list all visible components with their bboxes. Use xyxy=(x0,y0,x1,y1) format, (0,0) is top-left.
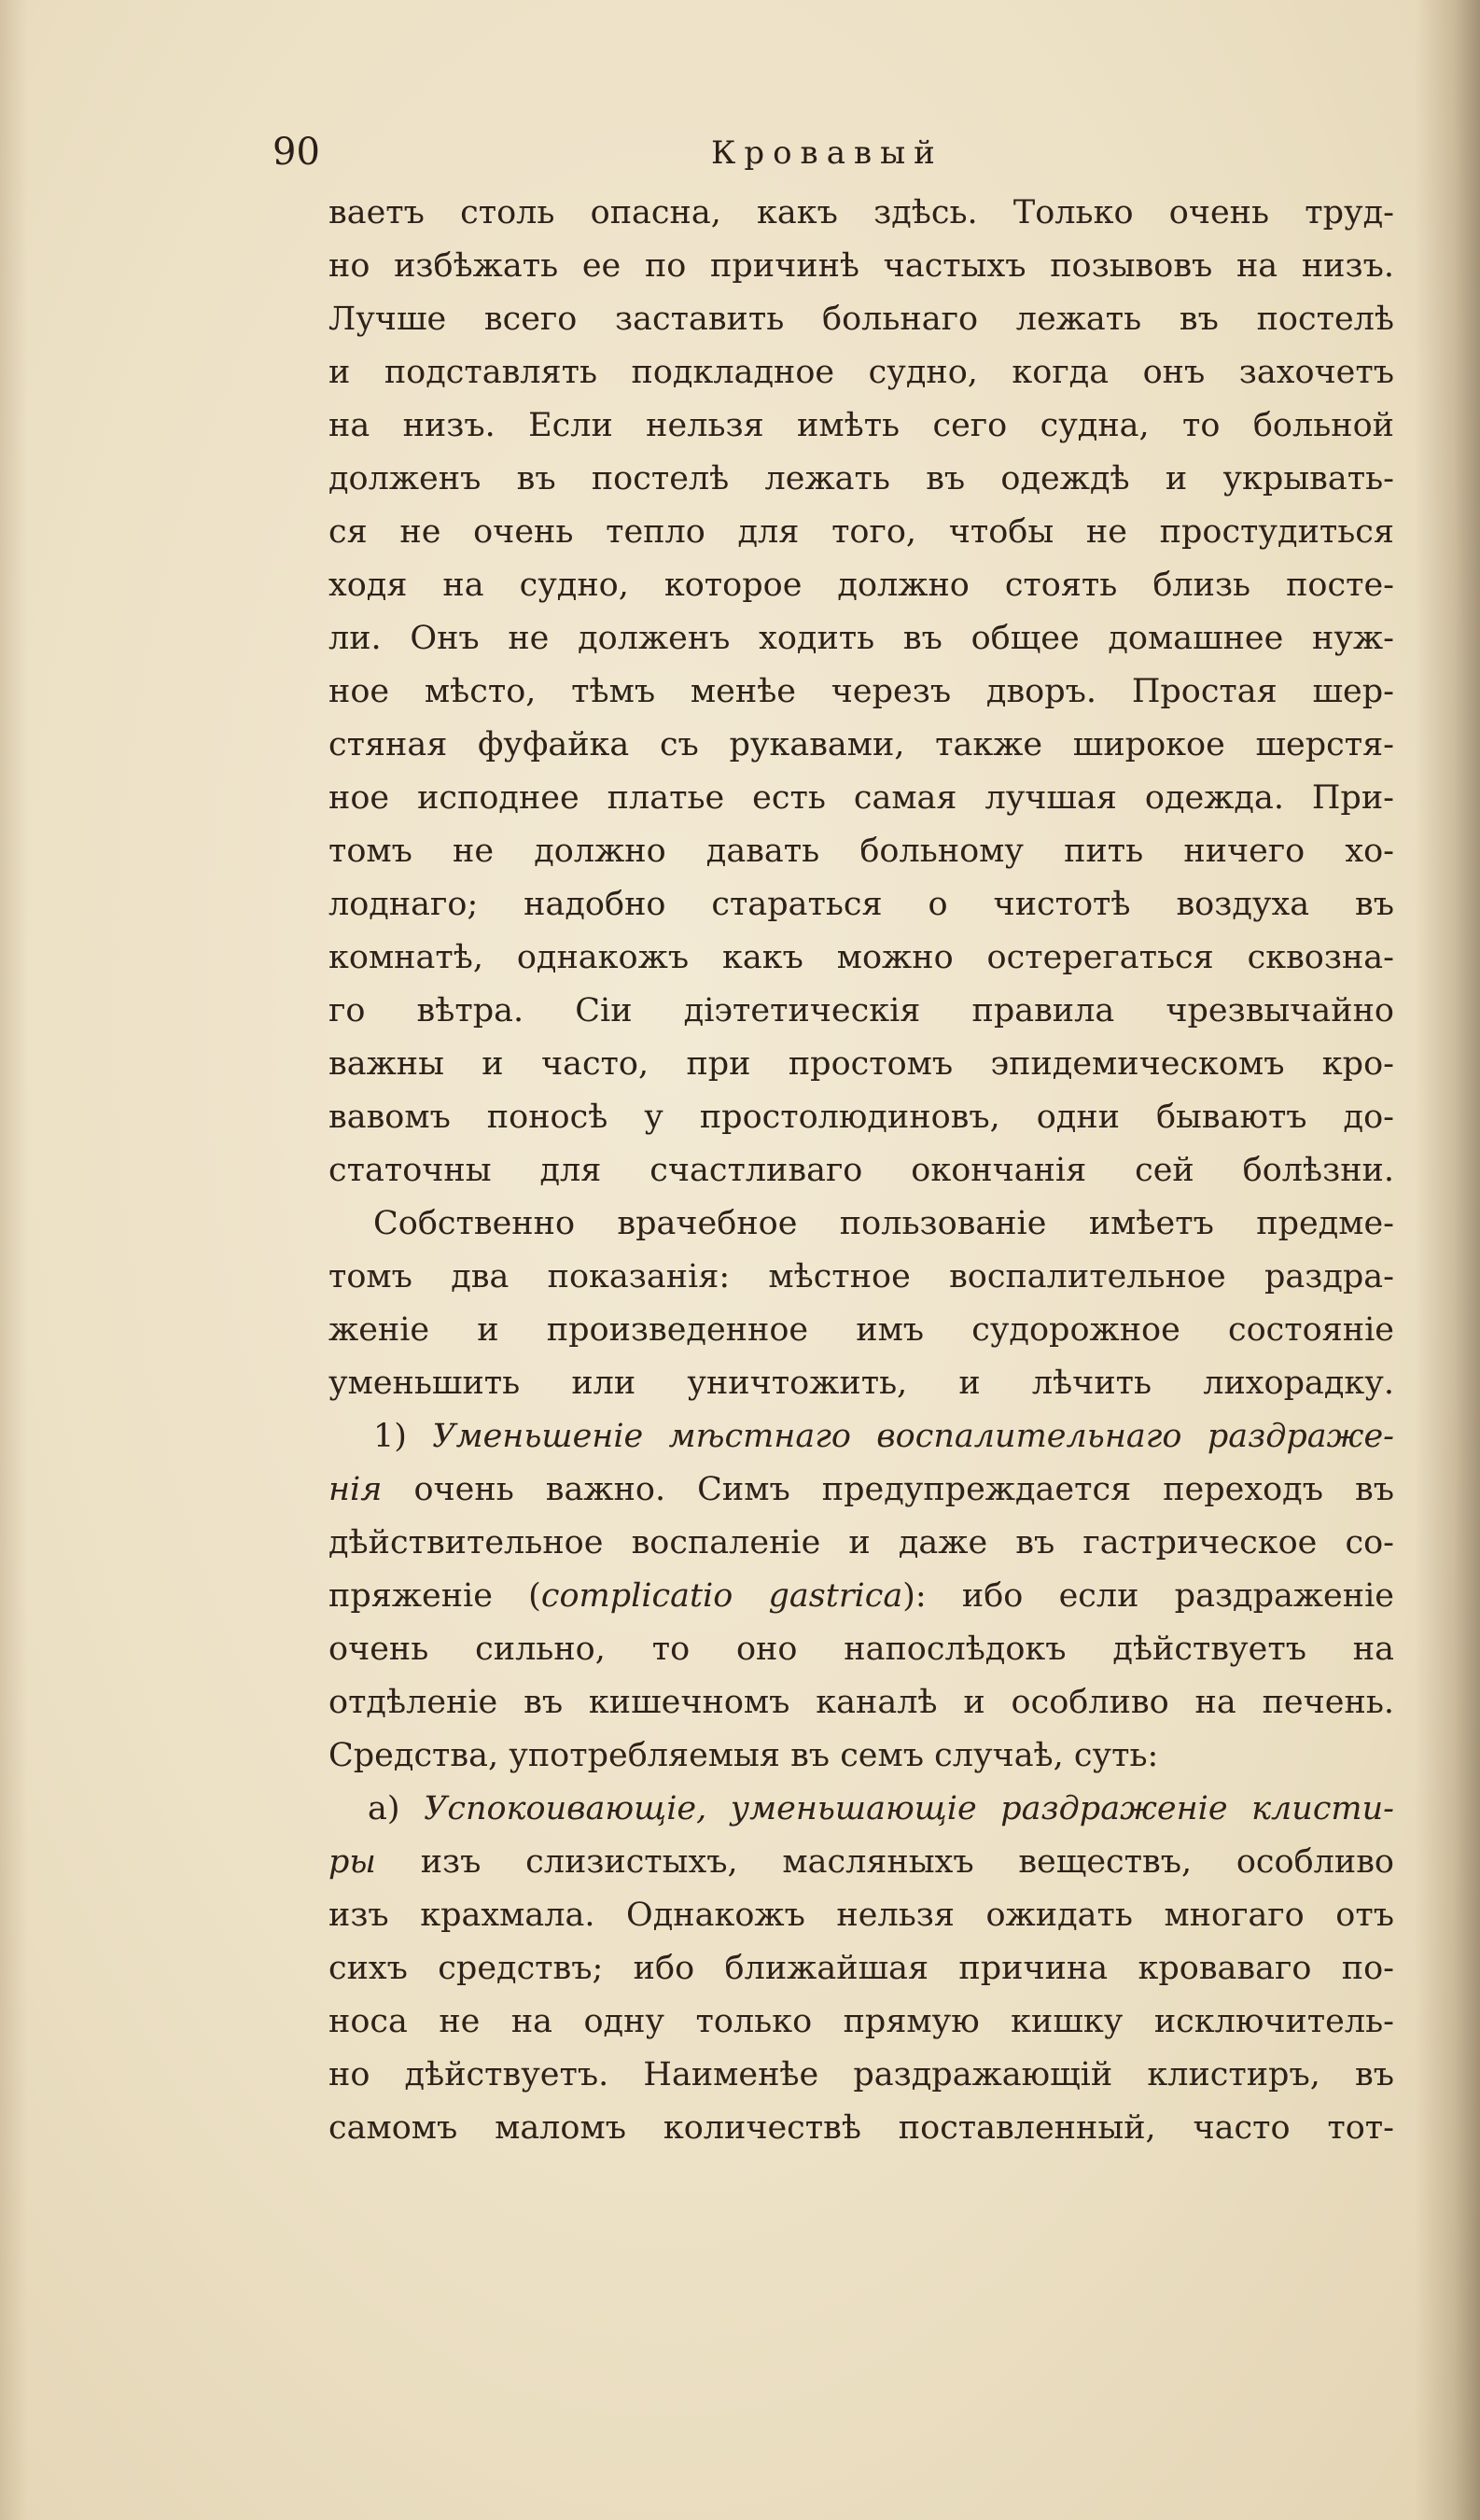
text-line: изъ крахмала. Однакожъ нельзя ожидать многаго отъ xyxy=(328,1897,1394,1934)
text-line: вавомъ поносѣ у простолюдиновъ, одни бываютъ до- xyxy=(328,1099,1394,1136)
page-number: 90 xyxy=(272,131,320,174)
italic-heading: Уменьшеніе мѣстнаго воспалительнаго раздраже- xyxy=(432,1418,1394,1455)
line-text: очень важно. Симъ предупреждается переходъ въ xyxy=(413,1471,1394,1508)
text-line: статочны для счастливаго окончанія сей болѣзни. xyxy=(328,1152,1394,1189)
text-line: томъ два показанія: мѣстное воспалительное раздра- xyxy=(328,1258,1394,1295)
text-line: ное мѣсто, тѣмъ менѣе черезъ дворъ. Простая шер- xyxy=(328,673,1394,710)
text-line: и подставлять подкладное судно, когда онъ захочетъ xyxy=(328,354,1394,391)
line-text: пряженіе ( xyxy=(328,1577,541,1615)
text-line: томъ не должно давать больному пить ничего хо- xyxy=(328,833,1394,870)
italic-heading-cont: ры xyxy=(328,1843,376,1881)
line-text: ): ибо если раздраженіе xyxy=(902,1577,1394,1615)
text-line: ся не очень тепло для того, чтобы не простудиться xyxy=(328,513,1394,551)
text-line: Собственно врачебное пользованіе имѣетъ предме- xyxy=(373,1205,1394,1242)
italic-heading-cont: нія xyxy=(328,1471,383,1508)
text-line: сихъ средствъ; ибо ближайшая причина кроваваго по- xyxy=(328,1950,1394,1987)
text-line xyxy=(328,1570,1394,1623)
text-line: но дѣйствуетъ. Наименѣе раздражающій клистиръ, въ xyxy=(328,2056,1394,2093)
text-line: лоднаго; надобно стараться о чистотѣ воздуха въ xyxy=(328,886,1394,923)
line-text: изъ слизистыхъ, масляныхъ веществъ, особливо xyxy=(420,1843,1394,1881)
text-line: отдѣленіе въ кишечномъ каналѣ и особливо на печень. xyxy=(328,1684,1394,1721)
italic-heading: Успокоивающіе, уменьшающіе раздраженіе клисти- xyxy=(424,1790,1394,1827)
text-line: долженъ въ постелѣ лежать въ одеждѣ и укрывать- xyxy=(328,460,1394,497)
page-binding-shadow xyxy=(1415,0,1480,2520)
text-line: комнатѣ, однакожъ какъ можно остерегаться сквозна- xyxy=(328,939,1394,976)
list-number: 1) xyxy=(373,1418,407,1455)
text-line: важны и часто, при простомъ эпидемическомъ кро- xyxy=(328,1045,1394,1083)
text-line xyxy=(328,1410,1394,1463)
text-line: стяная фуфайка съ рукавами, также широкое шерстя- xyxy=(328,726,1394,763)
text-line: ное исподнее платье есть самая лучшая одежда. При- xyxy=(328,779,1394,817)
text-line xyxy=(328,1836,1394,1889)
text-line: дѣйствительное воспаленіе и даже въ гастрическое со- xyxy=(328,1524,1394,1561)
text-line: ли. Онъ не долженъ ходить въ общее домашнее нуж- xyxy=(328,620,1394,657)
text-line xyxy=(328,1783,1394,1836)
text-line: на низъ. Если нельзя имѣть сего судна, то больной xyxy=(328,407,1394,444)
body-text xyxy=(328,187,1394,2155)
text-line: но избѣжать ее по причинѣ частыхъ позывовъ на низъ. xyxy=(328,247,1394,285)
text-line: женіе и произведенное имъ судорожное состояніе xyxy=(328,1311,1394,1349)
page-left-shadow xyxy=(0,0,28,2520)
page-header xyxy=(272,131,1392,177)
list-label: a) xyxy=(368,1790,400,1827)
text-line: го вѣтра. Сіи діэтетическія правила чрезвычайно xyxy=(328,992,1394,1029)
text-line xyxy=(328,1463,1394,1517)
latin-term: complicatio gastrica xyxy=(540,1577,903,1615)
text-line: уменьшить или уничтожить, и лѣчить лихорадку. xyxy=(328,1365,1394,1402)
text-line: самомъ маломъ количествѣ поставленный, часто тот- xyxy=(328,2109,1394,2147)
text-line: носа не на одну только прямую кишку исключитель- xyxy=(328,2003,1394,2040)
text-line: Средства, употребляемыя въ семъ случаѣ, суть: xyxy=(328,1737,1159,1774)
text-line: Лучше всего заставить больнаго лежать въ постелѣ xyxy=(328,301,1394,338)
running-title: Кровавый xyxy=(711,134,943,172)
text-line: очень сильно, то оно напослѣдокъ дѣйствуетъ на xyxy=(328,1631,1394,1668)
text-line: ваетъ столь опасна, какъ здѣсь. Только очень труд- xyxy=(328,194,1394,231)
text-line: ходя на судно, которое должно стоять близь посте- xyxy=(328,567,1394,604)
